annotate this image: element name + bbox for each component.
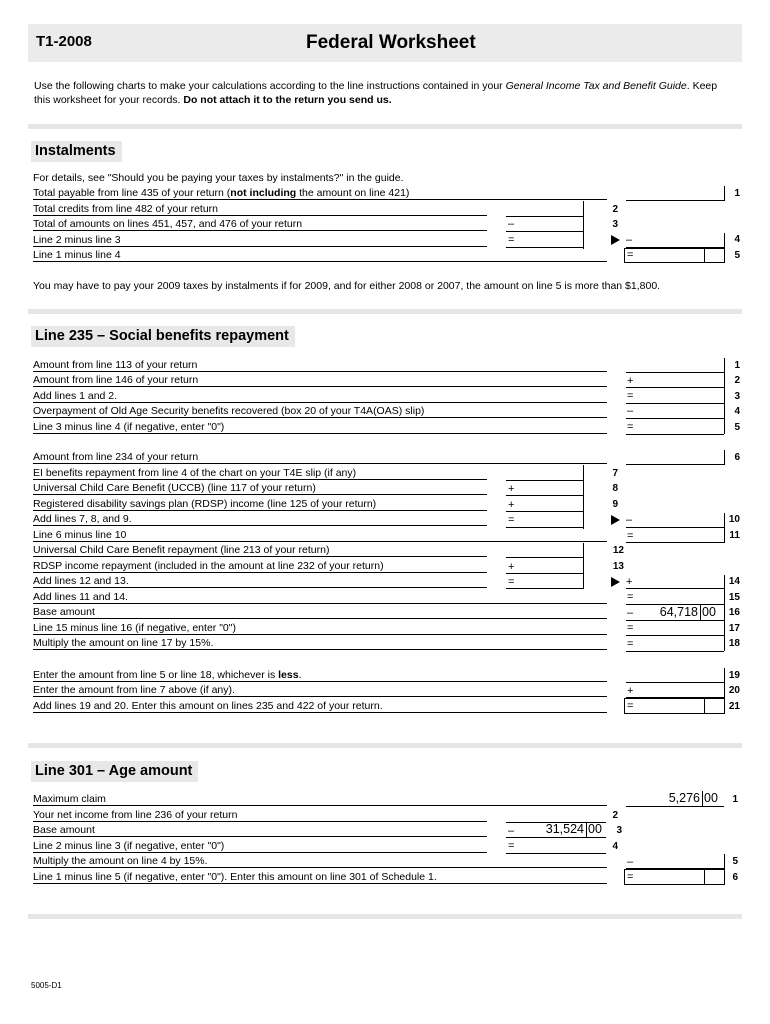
cents-divider: [702, 791, 703, 806]
line-number: 9: [612, 499, 618, 510]
line-number: 6: [734, 452, 740, 463]
amount-field[interactable]: [626, 682, 724, 683]
equals-sign: =: [627, 622, 634, 634]
amount-field[interactable]: [626, 542, 724, 543]
line-number: 3: [612, 219, 618, 230]
line301-title: Line 301 – Age amount: [31, 761, 198, 782]
equals-sign: =: [627, 421, 634, 433]
plus-sign: +: [627, 375, 634, 387]
equals-sign: =: [627, 390, 634, 402]
line-number: 18: [728, 638, 740, 649]
line-number: 4: [734, 234, 740, 245]
line235-row-16: Base amount: [33, 606, 607, 619]
line-number: 1: [734, 360, 740, 371]
section-divider: [28, 124, 742, 129]
line235-row-1: Amount from line 113 of your return: [33, 359, 607, 372]
max-claim-dollars: 5,276: [668, 791, 700, 805]
line235-row-18: Multiply the amount on line 17 by 15%.: [33, 637, 607, 650]
equals-sign: =: [627, 530, 634, 542]
text-bold: not including: [230, 187, 297, 199]
line235-row-19: [33, 669, 607, 682]
equals-sign: =: [627, 249, 634, 261]
amount-field[interactable]: [506, 527, 583, 528]
line-number: 6: [732, 872, 738, 883]
amount-field: [506, 837, 606, 838]
plus-sign: +: [508, 499, 515, 511]
equals-sign: =: [508, 576, 515, 588]
amount-field[interactable]: [626, 527, 724, 528]
line235-row-11: Line 6 minus line 10: [33, 529, 607, 542]
amount-field[interactable]: [506, 480, 583, 481]
cents-divider: [724, 186, 725, 201]
section-divider: [28, 914, 742, 919]
line235-title: Line 235 – Social benefits repayment: [31, 326, 295, 347]
amount-field[interactable]: [506, 557, 583, 558]
line235-row-14: Add lines 12 and 13.: [33, 575, 487, 588]
line235-row-10: Add lines 7, 8, and 9.: [33, 513, 487, 526]
cents-divider: [583, 201, 584, 249]
equals-sign: =: [508, 234, 515, 246]
line-number: 1: [732, 794, 738, 805]
intro-text-1: Use the following charts to make your calculations according to the line instructions contained in your: [34, 80, 506, 92]
line-number: 3: [616, 825, 622, 836]
line-number: 13: [612, 561, 624, 572]
text: Total payable from line 435 of your return (: [33, 187, 231, 199]
line-number: 4: [612, 841, 618, 852]
line235-row-2: Amount from line 146 of your return: [33, 374, 607, 387]
minus-sign: –: [627, 607, 634, 619]
total-box[interactable]: [624, 248, 725, 263]
line235-row-15: Add lines 11 and 14.: [33, 591, 607, 604]
intro-warning: Do not attach it to the return you send us.: [183, 94, 392, 106]
line235-row-17: Line 15 minus line 16 (if negative, enter "0"): [33, 622, 607, 635]
equals-sign: =: [627, 591, 634, 603]
line-number: 5: [732, 856, 738, 867]
amount-field[interactable]: [506, 573, 583, 574]
instalments-line-1: [33, 187, 607, 200]
line-number: 21: [728, 701, 740, 712]
amount-field[interactable]: [626, 403, 724, 404]
line-number: 4: [734, 406, 740, 417]
arrow-right-icon: [611, 235, 620, 245]
amount-field: [626, 620, 724, 621]
line235-row-9: Registered disability savings plan (RDSP) income (line 125 of your return): [33, 498, 487, 511]
instalments-line-3: Total of amounts on lines 451, 457, and 476 of your return: [33, 218, 487, 231]
line301-row-2: Your net income from line 236 of your return: [33, 809, 487, 822]
equals-sign: =: [508, 840, 515, 852]
cents-divider: [724, 450, 725, 465]
line-number: 16: [728, 607, 740, 618]
minus-sign: –: [627, 856, 634, 868]
line301-row-4: Line 2 minus line 3 (if negative, enter "0"): [33, 840, 487, 853]
line-number: 5: [734, 422, 740, 433]
guide-name: General Income Tax and Benefit Guide: [505, 80, 687, 92]
line235-row-8: Universal Child Care Benefit (UCCB) (line 117 of your return): [33, 482, 487, 495]
amount-field[interactable]: [626, 635, 724, 636]
amount-field[interactable]: [626, 372, 724, 373]
text: .: [298, 669, 302, 681]
form-id: T1-2008: [36, 33, 92, 50]
amount-field[interactable]: [626, 418, 724, 419]
base-amount-dollars: 64,718: [659, 605, 698, 619]
section-divider: [28, 743, 742, 748]
cents-divider: [724, 233, 725, 248]
intro-text-2: . Keep this worksheet for your records.: [34, 80, 718, 106]
intro-paragraph: [34, 79, 724, 107]
amount-field[interactable]: [506, 231, 583, 232]
line-number: 19: [728, 670, 740, 681]
instalments-line-2: Total credits from line 482 of your return: [33, 203, 487, 216]
minus-sign: –: [626, 514, 633, 526]
amount-field[interactable]: [506, 247, 583, 248]
cents-divider: [583, 465, 584, 529]
section-divider: [28, 309, 742, 314]
cents-divider: [704, 698, 705, 714]
equals-sign: =: [627, 871, 634, 883]
line-number: 5: [734, 250, 740, 261]
line301-row-6: Line 1 minus line 5 (if negative, enter "0"). Enter this amount on line 301 of Schedule 1.: [33, 871, 607, 884]
line301-row-1: Maximum claim: [33, 793, 607, 806]
amount-field[interactable]: [626, 434, 724, 435]
line235-row-3: Add lines 1 and 2.: [33, 390, 607, 403]
text: Enter the amount from line 5 or line 18, whichever is: [33, 669, 279, 681]
instalments-note: You may have to pay your 2009 taxes by instalments if for 2009, and for either 2008 or 2007, the amount on line 5 is more than $1,800.: [33, 280, 661, 292]
base-amount-cents: 00: [702, 605, 716, 619]
minus-sign: –: [508, 825, 515, 837]
base-amount-dollars: 31,524: [545, 822, 584, 836]
amount-field[interactable]: [626, 651, 724, 652]
minus-sign: –: [508, 218, 515, 230]
line-number: 12: [612, 545, 624, 556]
plus-sign: +: [508, 483, 515, 495]
line235-row-21: Add lines 19 and 20. Enter this amount on lines 235 and 422 of your return.: [33, 700, 607, 713]
total-box[interactable]: [624, 869, 725, 885]
equals-sign: =: [627, 700, 634, 712]
amount-field[interactable]: [626, 588, 724, 589]
amount-field[interactable]: [626, 200, 724, 201]
plus-sign: +: [508, 561, 515, 573]
line-number: 2: [612, 204, 618, 215]
cents-divider: [724, 358, 725, 434]
amount-field[interactable]: [506, 216, 583, 217]
line235-row-4: Overpayment of Old Age Security benefits recovered (box 20 of your T4A(OAS) slip): [33, 405, 607, 418]
line301-row-3: Base amount: [33, 824, 487, 837]
minus-sign: –: [627, 405, 634, 417]
line235-row-6: Amount from line 234 of your return: [33, 451, 607, 464]
amount-field[interactable]: [626, 387, 724, 388]
plus-sign: +: [627, 685, 634, 697]
arrow-right-icon: [611, 515, 620, 525]
arrow-right-icon: [611, 577, 620, 587]
line-number: 3: [734, 391, 740, 402]
line-number: 11: [729, 530, 740, 541]
instalments-intro: For details, see "Should you be paying your taxes by instalments?" in the guide.: [33, 172, 404, 184]
instalments-line-5: Line 1 minus line 4: [33, 249, 607, 262]
cents-divider: [704, 248, 705, 263]
line-number: 20: [728, 685, 740, 696]
max-claim-cents: 00: [704, 791, 718, 805]
line-number: 17: [728, 623, 740, 634]
plus-sign: +: [626, 576, 633, 588]
text: the amount on line 421): [296, 187, 410, 199]
cents-divider: [583, 543, 584, 589]
line-number: 1: [734, 188, 740, 199]
minus-sign: –: [626, 234, 633, 246]
line-number: 7: [612, 468, 618, 479]
line-number: 2: [734, 375, 740, 386]
cents-divider: [704, 869, 705, 885]
line235-row-7: EI benefits repayment from line 4 of the chart on your T4E slip (if any): [33, 467, 487, 480]
equals-sign: =: [508, 514, 515, 526]
page-title: Federal Worksheet: [306, 32, 476, 53]
text-bold: less: [278, 669, 299, 681]
line235-row-12: Universal Child Care Benefit repayment (line 213 of your return): [33, 544, 487, 557]
cents-divider: [700, 605, 701, 620]
equals-sign: =: [627, 638, 634, 650]
line235-row-5: Line 3 minus line 4 (if negative, enter "0"): [33, 421, 607, 434]
line-number: 2: [612, 810, 618, 821]
line-number: 10: [728, 514, 740, 525]
form-code: 5005-D1: [31, 981, 62, 990]
amount-field[interactable]: [506, 511, 583, 512]
line-number: 8: [612, 483, 618, 494]
amount-field[interactable]: [506, 588, 583, 589]
line235-row-20: Enter the amount from line 7 above (if any).: [33, 684, 607, 697]
instalments-title: Instalments: [31, 141, 122, 162]
total-box[interactable]: [624, 698, 725, 714]
amount-field[interactable]: [626, 464, 724, 465]
amount-field[interactable]: [506, 495, 583, 496]
line235-row-13: RDSP income repayment (included in the amount at line 232 of your return): [33, 560, 487, 573]
line301-row-5: Multiply the amount on line 4 by 15%.: [33, 855, 607, 868]
base-amount-cents: 00: [588, 822, 602, 836]
instalments-line-4: Line 2 minus line 3: [33, 234, 487, 247]
amount-field[interactable]: [506, 853, 606, 854]
line-number: 15: [728, 592, 740, 603]
line-number: 14: [728, 576, 740, 587]
cents-divider: [586, 822, 587, 837]
amount-field: [626, 806, 724, 807]
